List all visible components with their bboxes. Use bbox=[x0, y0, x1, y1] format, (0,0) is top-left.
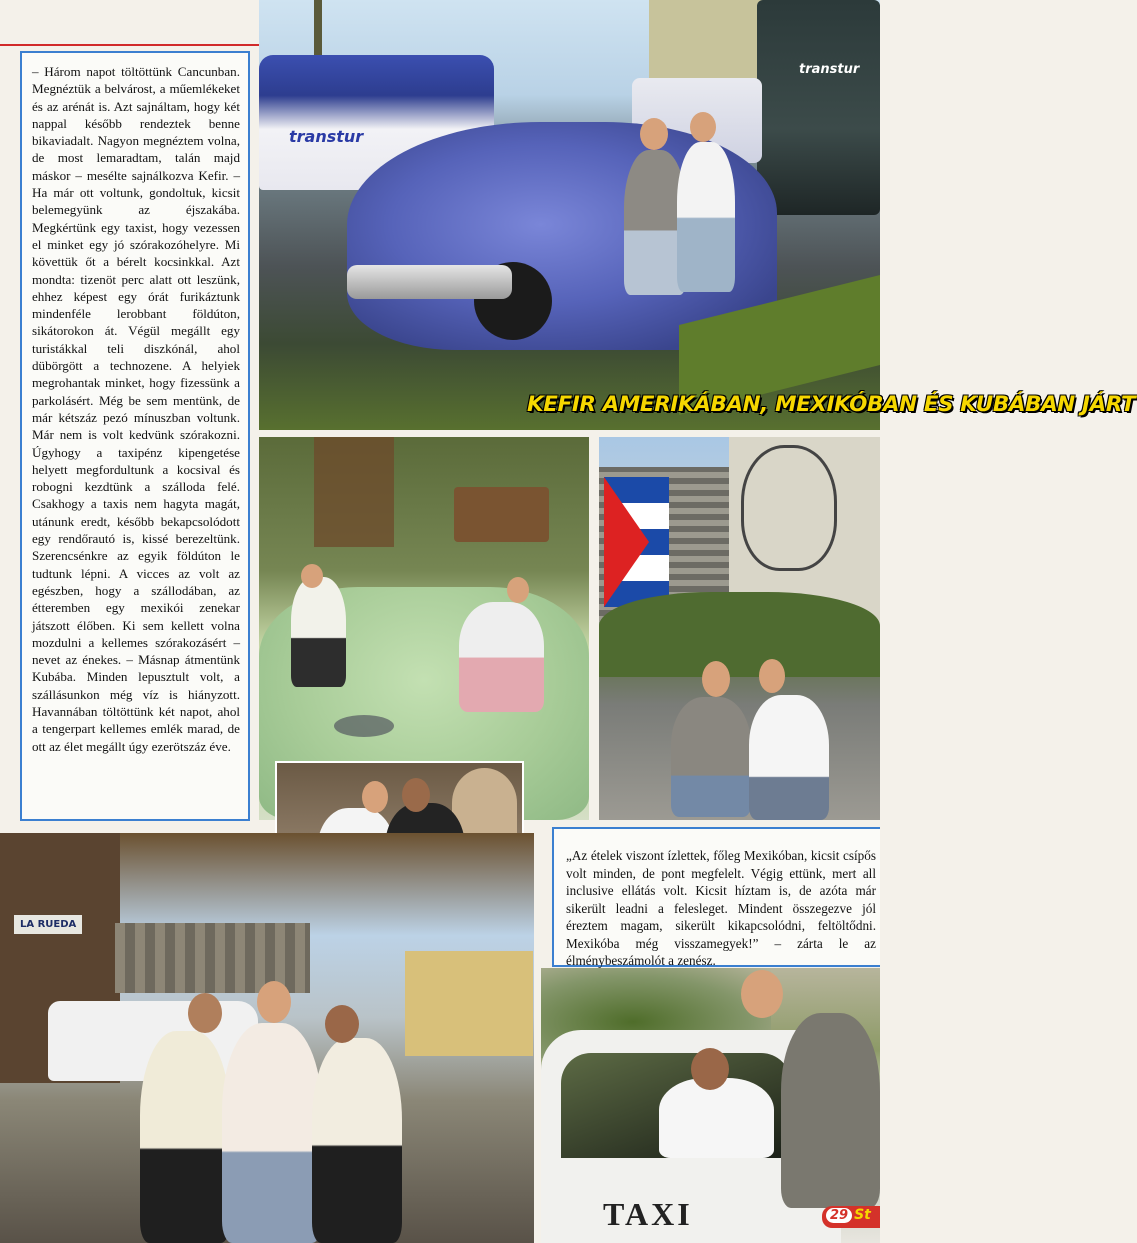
photo-taxi bbox=[541, 968, 880, 1243]
pool-drain bbox=[334, 715, 394, 737]
person-sitting-left bbox=[291, 577, 346, 687]
article-body-box bbox=[20, 51, 250, 821]
person-head bbox=[402, 778, 430, 812]
person-head bbox=[188, 993, 222, 1033]
taxi-sign-text: TAXI bbox=[603, 1196, 693, 1232]
cuban-flag bbox=[604, 477, 669, 607]
page-number-badge bbox=[822, 1206, 880, 1228]
person-white-shirt bbox=[677, 142, 735, 292]
article-body-text: – Három napot töltöttünk Cancunban. Megnéztük a belvárost, a műemlékeket és az arénát is. Azt sajnáltam, hogy két nappal később rendeztek benne bikaviadalt. Nagyon megnéztem volna, de most lemaradtam, talán majd máskor – mesélte sajnálkozva Kefir. – Ha már ott voltunk, gondoltuk, kicsit belemegyünk az éjszakába. Megkértünk egy taxist, hogy vezessen el minket egy jó szórakozóhelyre. Mi követtük őt a bérelt kocsinkkal. Azt mondta: tizenöt perc alatt ott leszünk, ehhez képest egy órát furikáztunk mindenféle lerobbant földúton, sikátorokon át. Végül megállt egy turistákkal teli diszkónál, ahol dübörgött a technozene. A helyiek megrohantak minket, hogy fizessünk a parkolásért. Még be sem mentünk, de már kétszáz pezó mínuszban voltunk. Már nem is volt kedvünk szórakozni. Úgyhogy a taxipénz kipengetése helyett megfordultunk a kocsival és robogni kezdtünk a szálloda felé. Csakhogy a taxis nem hagyta magát, utánunk eredt, később bekapcsolódott egy rendőrautó is, kissé berezeltünk. Szerencsénkre az egyik földúton le tudtunk lépni. A vicces az volt az egészben, hogy a szállodában, az étteremben egy mexikói zenekar játszott élőben. Ki sem kellett volna mozdulni a kellemes szórakozásért – nevet az énekes. – Másnap átmentünk Kubába. Minden lepusztult volt, a szállásunkon még víz is hiányzott. Havannában töltöttünk két napot, ahol a tengerpart kellemes emlék marad, de ott az élet megállt úgy ezerötszáz éve. bbox=[32, 64, 240, 754]
mariachi-right bbox=[312, 1038, 402, 1243]
quote-text: „Az ételek viszont ízlettek, főleg Mexikóban, kicsit csípős volt minden, de pont megfelelt. Végig ettünk, mert all inclusive ellátás volt. Kicsit híztam is, de azóta már sikerült leadni a felesleget. Mindent összegezve jól éreztem magam, sikerült kikapcsolódni, feltöltődni. Mexikóba még visszamegyek!” – zárta le az élménybeszámolót a zenész. bbox=[566, 848, 876, 968]
person-head bbox=[362, 781, 388, 813]
person-head bbox=[702, 661, 730, 697]
person-head bbox=[640, 118, 668, 150]
person-head bbox=[759, 659, 785, 693]
photo-revolution-square bbox=[599, 437, 880, 820]
flag-triangle bbox=[604, 477, 649, 607]
person-head bbox=[741, 970, 783, 1018]
person-head bbox=[690, 112, 716, 142]
page-number: 29 bbox=[826, 1208, 852, 1223]
person-sitting-right bbox=[459, 602, 544, 712]
person-head bbox=[301, 564, 323, 588]
person-grey-shirt bbox=[671, 697, 751, 817]
person-leaning bbox=[781, 1013, 880, 1208]
person-white-shirt bbox=[749, 695, 829, 820]
headline-caption: KEFIR AMERIKÁBAN, MEXIKÓBAN ÉS KUBÁBAN JÁRT bbox=[527, 392, 1136, 417]
taxi-driver bbox=[659, 1078, 774, 1158]
che-portrait-outline bbox=[741, 445, 837, 571]
person-white-shirt bbox=[222, 1023, 322, 1243]
bus-brand-text-2: transtur bbox=[799, 62, 860, 77]
person-head bbox=[691, 1048, 729, 1090]
mariachi-left bbox=[140, 1031, 230, 1243]
palm-trunk bbox=[314, 0, 322, 60]
bench bbox=[454, 487, 549, 542]
photo-vintage-car bbox=[259, 0, 1136, 430]
store-sign: LA RUEDA bbox=[14, 915, 82, 934]
person-head bbox=[325, 1005, 359, 1043]
bus-brand-text: transtur bbox=[289, 127, 364, 146]
pergola bbox=[314, 437, 394, 547]
photo-mariachi bbox=[0, 833, 534, 1243]
bus-right bbox=[757, 0, 880, 215]
guard-house bbox=[405, 951, 533, 1056]
car-bumper bbox=[347, 265, 512, 299]
person-head bbox=[507, 577, 529, 603]
person-head bbox=[257, 981, 291, 1023]
quote-box bbox=[552, 827, 880, 967]
trees bbox=[599, 592, 880, 677]
magazine-logo: St bbox=[854, 1207, 871, 1223]
